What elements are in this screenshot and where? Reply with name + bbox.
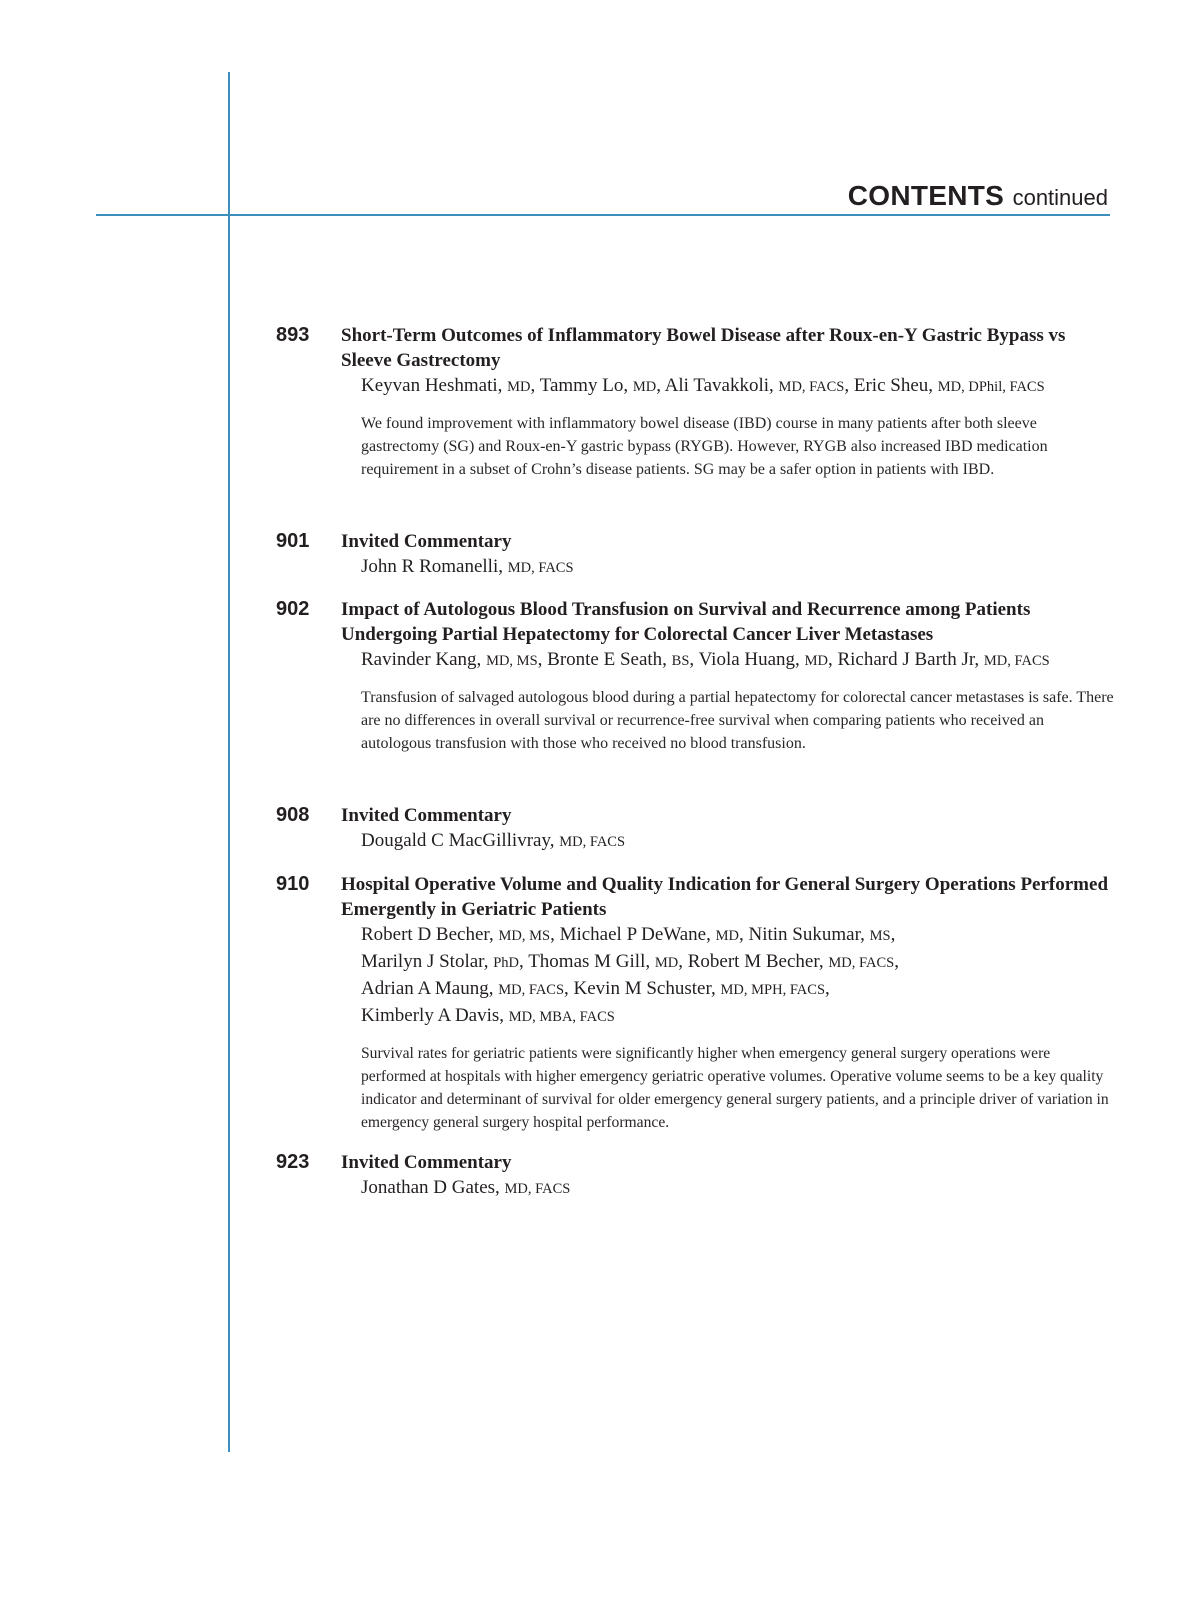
author-credentials: MD, FACS bbox=[559, 834, 626, 850]
author-credentials: MD, FACS bbox=[504, 1181, 571, 1197]
author-name: John R Romanelli, bbox=[361, 556, 508, 577]
author-credentials: PhD bbox=[493, 955, 520, 971]
author-name: , Eric Sheu, bbox=[844, 375, 938, 396]
author-credentials: BS bbox=[671, 653, 690, 669]
article-title[interactable]: Invited Commentary bbox=[341, 531, 512, 552]
author-credentials: MD, FACS bbox=[828, 955, 895, 971]
article-title[interactable]: Invited Commentary bbox=[341, 805, 512, 826]
author-name: Dougald C MacGillivray, bbox=[361, 830, 560, 851]
author-list bbox=[361, 647, 1116, 674]
author-name: , Michael P DeWane, bbox=[550, 924, 716, 945]
page-number: 910 bbox=[276, 873, 310, 895]
author-line bbox=[361, 949, 1116, 976]
author-name: Robert D Becher, bbox=[361, 924, 499, 945]
vertical-rule bbox=[228, 72, 230, 1452]
author-list bbox=[361, 922, 1116, 1030]
author-credentials: MD bbox=[715, 928, 739, 944]
author-name: , Nitin Sukumar, bbox=[738, 924, 870, 945]
author-credentials: MD, MBA, FACS bbox=[508, 1009, 615, 1025]
author-line bbox=[361, 647, 1116, 674]
article-title[interactable]: Short-Term Outcomes of Inflammatory Bowel Disease after Roux-en-Y Gastric Bypass vs Sleeve Gastrectomy bbox=[341, 325, 1066, 371]
author-credentials: MD, FACS bbox=[983, 653, 1050, 669]
article-title[interactable]: Invited Commentary bbox=[341, 1152, 512, 1173]
author-name: , Viola Huang, bbox=[689, 649, 805, 670]
author-line bbox=[361, 828, 1116, 855]
article-abstract: Transfusion of salvaged autologous blood during a partial hepatectomy for colorectal cancer metastases is safe. There are no differences in overall survival or recurrence-free survival when comparing patients who received an autologous transfusion with those who received no blood transfusion. bbox=[361, 689, 1114, 752]
contents-header bbox=[848, 180, 1108, 212]
author-credentials: MD, FACS bbox=[507, 560, 574, 576]
author-name: , Tammy Lo, bbox=[530, 375, 633, 396]
author-list bbox=[361, 828, 1116, 855]
author-credentials: MD bbox=[507, 379, 531, 395]
article-abstract: Survival rates for geriatric patients were significantly higher when emergency general surgery operations were performed at hospitals with higher emergency geriatric operative volumes. Operative volume seems to be a key quality indicator and determinant of survival for older emergency general surgery patients, and a principle driver of variation in emergency general surgery hospital performance. bbox=[361, 1045, 1109, 1131]
author-credentials: MD, MS bbox=[498, 928, 551, 944]
toc-entry bbox=[276, 872, 1116, 1134]
page-number: 908 bbox=[276, 804, 310, 826]
author-name: Adrian A Maung, bbox=[361, 978, 499, 999]
article-abstract: We found improvement with inflammatory bowel disease (IBD) course in many patients after both sleeve gastrectomy (SG) and Roux-en-Y gastric bypass (RYGB). However, RYGB also increased IBD medication requirement in a subset of Crohn’s disease patients. SG may be a safer option in patients with IBD. bbox=[361, 415, 1048, 478]
author-credentials: MD bbox=[654, 955, 679, 971]
article-title[interactable]: Impact of Autologous Blood Transfusion on Survival and Recurrence among Patients Undergoing Partial Hepatectomy for Colorectal Cancer Liver Metastases bbox=[341, 599, 1031, 645]
toc-entry bbox=[276, 1150, 1116, 1202]
author-credentials: MD, MPH, FACS bbox=[720, 982, 826, 998]
page-number: 902 bbox=[276, 598, 310, 620]
author-credentials: MD, FACS bbox=[498, 982, 565, 998]
author-list bbox=[361, 373, 1116, 400]
page-number: 901 bbox=[276, 530, 310, 552]
author-line bbox=[361, 373, 1116, 400]
author-name: Jonathan D Gates, bbox=[361, 1177, 505, 1198]
author-name: Ravinder Kang, bbox=[361, 649, 487, 670]
author-credentials: MS bbox=[869, 928, 891, 944]
contents-continued: continued bbox=[1012, 185, 1108, 210]
toc-entry bbox=[276, 597, 1116, 755]
author-name: , Bronte E Seath, bbox=[537, 649, 672, 670]
horizontal-rule bbox=[96, 214, 1110, 216]
author-name: , bbox=[825, 978, 830, 999]
author-name: Marilyn J Stolar, bbox=[361, 951, 494, 972]
toc-entry bbox=[276, 323, 1116, 481]
author-name: , Thomas M Gill, bbox=[519, 951, 655, 972]
author-credentials: MD bbox=[632, 379, 657, 395]
author-credentials: MD, DPhil, FACS bbox=[937, 379, 1045, 395]
author-name: Kimberly A Davis, bbox=[361, 1005, 509, 1026]
author-credentials: MD, FACS bbox=[778, 379, 845, 395]
contents-title: CONTENTS bbox=[847, 180, 1005, 211]
author-line bbox=[361, 976, 1116, 1003]
page-number: 923 bbox=[276, 1151, 310, 1173]
author-name: , Ali Tavakkoli, bbox=[656, 375, 779, 396]
author-list bbox=[361, 1175, 1116, 1202]
author-line bbox=[361, 1003, 1116, 1030]
author-credentials: MD, MS bbox=[486, 653, 538, 669]
author-name: , Kevin M Schuster, bbox=[564, 978, 721, 999]
author-line bbox=[361, 1175, 1116, 1202]
author-credentials: MD bbox=[804, 653, 828, 669]
author-line bbox=[361, 922, 1116, 949]
author-list bbox=[361, 554, 1116, 581]
toc-entry bbox=[276, 529, 1116, 581]
author-line bbox=[361, 554, 1116, 581]
author-name: , Robert M Becher, bbox=[678, 951, 829, 972]
author-name: Keyvan Heshmati, bbox=[361, 375, 508, 396]
article-title[interactable]: Hospital Operative Volume and Quality Indication for General Surgery Operations Performed Emergently in Geriatric Patients bbox=[341, 874, 1109, 920]
toc-entry bbox=[276, 803, 1116, 855]
author-name: , bbox=[894, 951, 899, 972]
author-name: , Richard J Barth Jr, bbox=[827, 649, 984, 670]
page-number: 893 bbox=[276, 324, 310, 346]
author-name: , bbox=[890, 924, 896, 945]
